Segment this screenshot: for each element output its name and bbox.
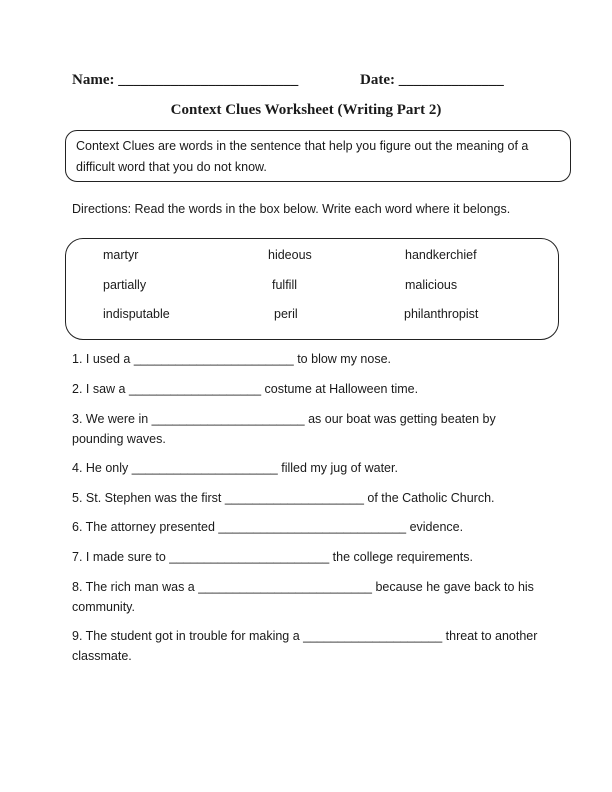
question-4[interactable]: 4. He only _____________________ filled my jug of water. (72, 461, 398, 475)
directions-text: Directions: Read the words in the box below. Write each word where it belongs. (72, 202, 511, 216)
question-6[interactable]: 6. The attorney presented ___________________________ evidence. (72, 520, 464, 534)
word-bank-item: hideous (268, 248, 312, 262)
question-5[interactable]: 5. St. Stephen was the first ____________________ of the Catholic Church. (72, 491, 495, 505)
date-field-line[interactable]: Date: ______________ (360, 72, 504, 88)
word-bank-item: handkerchief (405, 248, 477, 262)
word-bank-item: malicious (405, 278, 458, 292)
question-1[interactable]: 1. I used a _______________________ to blow my nose. (72, 352, 392, 366)
word-bank-item: fulfill (272, 278, 298, 292)
worksheet-title: Context Clues Worksheet (Writing Part 2) (170, 102, 442, 118)
name-field-line[interactable]: Name: ________________________ (72, 72, 299, 88)
word-bank-item: philanthropist (404, 307, 479, 321)
word-bank-item: partially (103, 278, 147, 292)
question-3[interactable]: 3. We were in ______________________ as our boat was getting beaten by pounding waves. (72, 412, 496, 446)
question-2[interactable]: 2. I saw a ___________________ costume at Halloween time. (72, 382, 419, 396)
word-bank-item: indisputable (103, 307, 170, 321)
definition-text: Context Clues are words in the sentence that help you figure out the meaning of a difficult word that you do not know. (76, 139, 529, 174)
question-8[interactable]: 8. The rich man was a _________________________ because he gave back to his community. (72, 580, 534, 614)
question-9[interactable]: 9. The student got in trouble for making a ____________________ threat to another classmate. (72, 629, 538, 663)
word-bank-item: martyr (103, 248, 139, 262)
question-7[interactable]: 7. I made sure to _______________________ the college requirements. (72, 550, 473, 564)
word-bank-item: peril (274, 307, 298, 321)
